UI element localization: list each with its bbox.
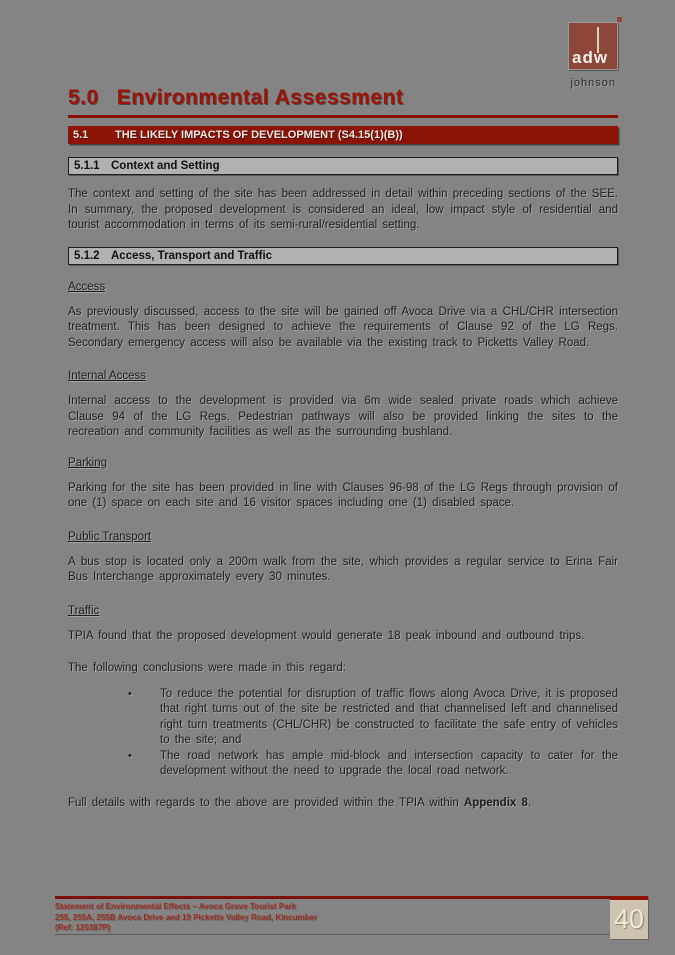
page-title bbox=[68, 86, 618, 118]
list-item-text: The road network has ample mid-block and intersection capacity to cater for the development without the need to upgrade the local road network. bbox=[160, 749, 618, 777]
subheading-public-transport: Public Transport bbox=[68, 530, 152, 543]
footer-line-1: Statement of Environmental Effects – Avoca Grove Tourist Park bbox=[55, 902, 297, 911]
list-item bbox=[128, 687, 618, 749]
list-item-text: To reduce the potential for disruption of traffic flows along Avoca Drive, it is proposed that right turns out of the site be restricted and that channelised left and channelised right turn treatments (CHL/CHR) be constructed to facilitate the safe entry of vehicles to the site; and bbox=[160, 687, 618, 746]
list-item bbox=[128, 749, 618, 780]
footer-line-3: (Ref: 120387P) bbox=[55, 923, 111, 932]
section-title: Context and Setting bbox=[111, 160, 220, 172]
paragraph-access: As previously discussed, access to the site will be gained off Avoca Drive via a CHL/CHR intersection treatment. This has been designed to achieve the requirements of Clause 92 of the LG Regs. Secondary emergency access will also be available via the existing track to Picketts Valley Road. bbox=[68, 305, 618, 349]
closing-appendix-ref: Appendix 8 bbox=[463, 796, 528, 809]
section-title: THE LIKELY IMPACTS OF DEVELOPMENT (S4.15(1)(B)) bbox=[115, 129, 403, 141]
paragraph-public-transport: A bus stop is located only a 200m walk from the site, which provides a regular service to Erina Fair Bus Interchange approximately every 30 minutes. bbox=[68, 555, 618, 583]
section-number: 5.1 bbox=[73, 129, 89, 141]
section-5-1-1-header-bar bbox=[68, 157, 618, 175]
subheading-traffic: Traffic bbox=[68, 604, 100, 617]
section-5-1-2-header-bar bbox=[68, 247, 618, 265]
page-number-box bbox=[610, 896, 648, 939]
bullet-icon: • bbox=[128, 687, 132, 700]
closing-period: . bbox=[527, 796, 532, 809]
title-number: 5.0 bbox=[68, 86, 99, 109]
page-footer bbox=[55, 896, 610, 934]
section-title: Access, Transport and Traffic bbox=[111, 249, 273, 262]
title-text: Environmental Assessment bbox=[116, 86, 404, 109]
subheading-internal-access: Internal Access bbox=[68, 370, 146, 382]
subheading-parking: Parking bbox=[68, 456, 107, 469]
bullet-icon: • bbox=[128, 749, 132, 762]
paragraph-internal-access: Internal access to the development is provided via 6m wide sealed private roads which achieve Clause 94 of the LG Regs. Pedestrian pathways will also be provided linking the sites to the recreation and community facilities as well as the surrounding bushland. bbox=[68, 395, 618, 438]
footer-line-2: 255, 255A, 255B Avoca Drive and 19 Picketts Valley Road, Kincumber bbox=[55, 912, 318, 922]
paragraph-context-setting: The context and setting of the site has been addressed in detail within preceding sections of the SEE. In summary, the proposed development is considered an ideal, low impact style of residential and tourist accommodation in terms of its semi-rural/residential setting. bbox=[68, 188, 618, 231]
paragraph-closing bbox=[68, 796, 618, 812]
section-5-1-header-bar bbox=[68, 126, 618, 144]
subheading-access: Access bbox=[68, 280, 106, 293]
section-number: 5.1.2 bbox=[74, 249, 100, 262]
paragraph-traffic: TPIA found that the proposed development would generate 18 peak inbound and outbound trips. bbox=[68, 629, 585, 642]
paragraph-parking: Parking for the site has been provided in line with Clauses 96-98 of the LG Regs through provision of one (1) space on each site and 16 visitor spaces including one (1) disabled space. bbox=[68, 481, 618, 509]
closing-text: Full details with regards to the above are provided within the TPIA within bbox=[68, 796, 464, 809]
page-number: 40 bbox=[613, 904, 645, 934]
logo-text: adw bbox=[572, 48, 609, 67]
section-number: 5.1.1 bbox=[74, 160, 100, 172]
logo-subtext: johnson bbox=[570, 77, 616, 89]
conclusions-list bbox=[68, 687, 618, 780]
paragraph-conclusions-intro: The following conclusions were made in this regard: bbox=[68, 662, 346, 674]
